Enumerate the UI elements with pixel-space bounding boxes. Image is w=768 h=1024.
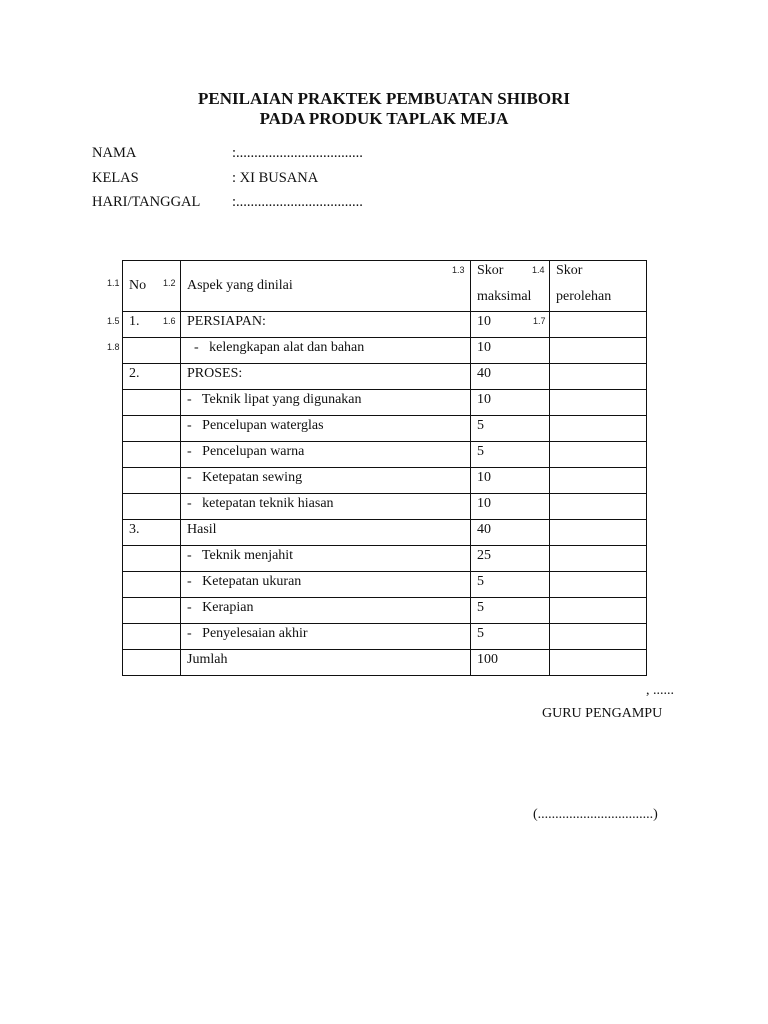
row-skor-perolehan [550,468,647,494]
row-no [123,338,181,364]
tag-1-6: 1.6 [163,316,176,326]
row-no: 3. [123,520,181,546]
row-skor-perolehan [550,572,647,598]
table-row [123,416,647,442]
document-title-line1: PENILAIAN PRAKTEK PEMBUATAN SHIBORI [198,89,570,108]
table-row [123,364,647,390]
row-skor-maksimal: 5 [471,598,550,624]
row-skor-maksimal: 10 [471,338,550,364]
row-no [123,494,181,520]
row-skor-maksimal: 5 [471,442,550,468]
tag-1-3: 1.3 [452,265,465,275]
row-no [123,442,181,468]
row-skor-maksimal: 10 [471,494,550,520]
row-no: 2. [123,364,181,390]
signature-name-line: (.................................) [533,807,658,822]
kelas-label: KELAS [92,170,139,186]
row-skor-perolehan [550,338,647,364]
table-row [123,624,647,650]
table-row [123,520,647,546]
header-skor-max-line1: Skor [477,263,504,278]
row-skor-perolehan [550,442,647,468]
row-no [123,650,181,676]
assessment-table [122,260,647,676]
row-aspek: - Pencelupan waterglas [181,416,471,442]
tag-1-1: 1.1 [107,278,120,288]
nama-value: :................................... [232,145,363,161]
row-skor-maksimal: 5 [471,624,550,650]
row-skor-perolehan [550,650,647,676]
tag-1-8: 1.8 [107,342,120,352]
row-skor-maksimal: 10 [471,312,550,338]
row-aspek: - Penyelesaian akhir [181,624,471,650]
table-row [123,650,647,676]
header-no: No [123,261,181,312]
table-row [123,312,647,338]
row-aspek: - Ketepatan ukuran [181,572,471,598]
table-row [123,338,647,364]
row-aspek: - kelengkapan alat dan bahan [181,338,471,364]
row-aspek: - Kerapian [181,598,471,624]
row-aspek: Jumlah [181,650,471,676]
row-no [123,546,181,572]
row-aspek: - Teknik lipat yang digunakan [181,390,471,416]
header-aspek: Aspek yang dinilai [181,261,471,312]
header-skor-perolehan [550,261,647,312]
row-skor-maksimal: 40 [471,364,550,390]
table-row [123,442,647,468]
tag-1-2: 1.2 [163,278,176,288]
tag-1-4: 1.4 [532,265,545,275]
row-skor-maksimal: 10 [471,468,550,494]
row-skor-maksimal: 5 [471,416,550,442]
row-aspek: - Pencelupan warna [181,442,471,468]
row-no [123,624,181,650]
row-aspek: - Ketepatan sewing [181,468,471,494]
row-skor-perolehan [550,390,647,416]
row-skor-perolehan [550,416,647,442]
row-no [123,598,181,624]
document-title-line2: PADA PRODUK TAPLAK MEJA [259,109,509,128]
row-aspek: PERSIAPAN: [181,312,471,338]
table-row [123,572,647,598]
row-aspek: Hasil [181,520,471,546]
row-skor-perolehan [550,494,647,520]
row-skor-perolehan [550,546,647,572]
nama-label: NAMA [92,145,137,161]
row-skor-perolehan [550,520,647,546]
hari-tanggal-label: HARI/TANGGAL [92,194,201,210]
row-aspek: - ketepatan teknik hiasan [181,494,471,520]
table-row [123,390,647,416]
table-header-row [123,261,647,312]
kelas-value: : XI BUSANA [232,170,319,186]
hari-tanggal-value: :................................... [232,194,363,210]
row-aspek: - Teknik menjahit [181,546,471,572]
header-skor-per-line1: Skor [556,263,583,278]
row-aspek: PROSES: [181,364,471,390]
table-row [123,598,647,624]
table-row [123,468,647,494]
row-no [123,468,181,494]
row-skor-maksimal: 40 [471,520,550,546]
row-skor-maksimal: 10 [471,390,550,416]
row-skor-perolehan [550,364,647,390]
header-skor-max-line2: maksimal [477,289,532,304]
table-row [123,494,647,520]
header-skor-per-line2: perolehan [556,289,612,304]
row-skor-perolehan [550,312,647,338]
place-date: , ...... [646,683,674,698]
row-skor-maksimal: 5 [471,572,550,598]
tag-1-7: 1.7 [533,316,546,326]
row-skor-perolehan [550,598,647,624]
table-row [123,546,647,572]
row-skor-maksimal: 25 [471,546,550,572]
row-skor-perolehan [550,624,647,650]
row-no [123,416,181,442]
row-no [123,390,181,416]
tag-1-5: 1.5 [107,316,120,326]
guru-pengampu-label: GURU PENGAMPU [542,706,663,721]
row-skor-maksimal: 100 [471,650,550,676]
row-no [123,572,181,598]
row-no: 1. [123,312,181,338]
